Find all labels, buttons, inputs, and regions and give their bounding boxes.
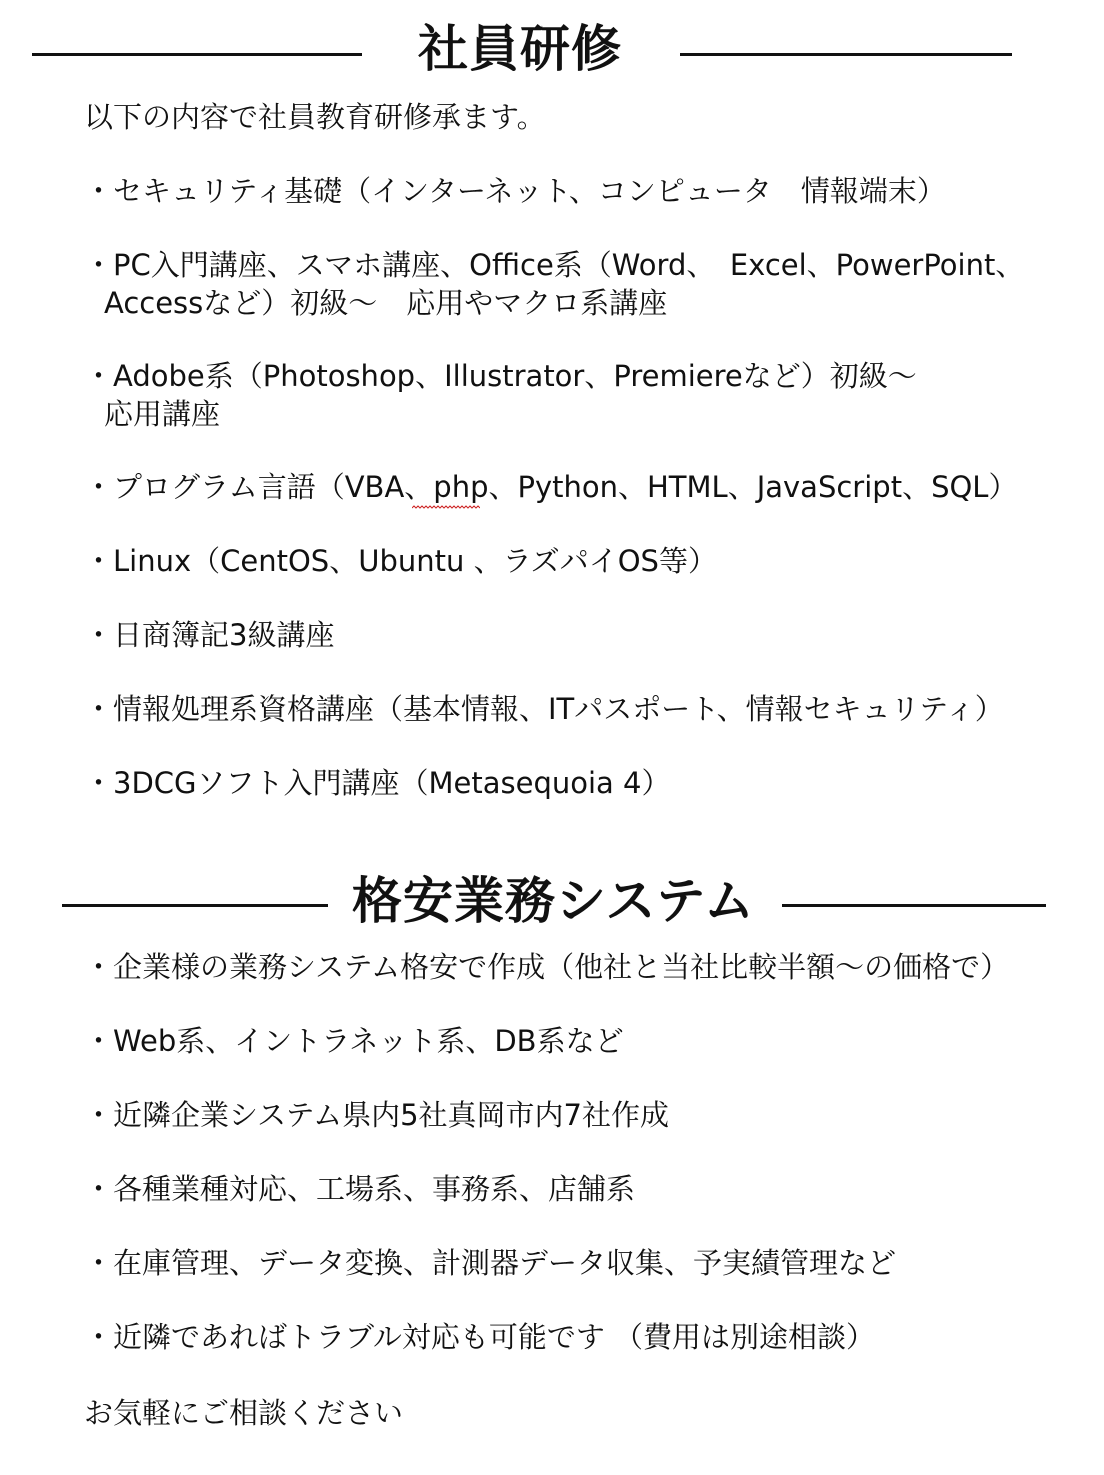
spellcheck-wave (412, 506, 480, 508)
intro-text: 以下の内容で社員教育研修承ます。 (84, 100, 546, 134)
section-heading-training (0, 14, 1104, 84)
heading-rule-left (32, 53, 362, 56)
list-item: ・セキュリティ基礎（インターネット、コンピュータ 情報端末） (84, 174, 946, 208)
list-item: ・3DCGソフト入門講座（Metasequoia 4） (84, 766, 671, 800)
closing-text: お気軽にご相談ください (84, 1396, 404, 1430)
list-item: ・情報処理系資格講座（基本情報、ITパスポート、情報セキュリティ） (84, 692, 1004, 726)
list-item: ・プログラム言語（VBA、php、Python、HTML、JavaScript、SQL） (84, 470, 1018, 504)
section-title-training: 社員研修 (418, 20, 622, 78)
section-heading-system (0, 866, 1104, 936)
list-item: ・PC入門講座、スマホ講座、Office系（Word、 Excel、PowerPoint、 (84, 248, 1025, 282)
list-item: ・近隣であればトラブル対応も可能です （費用は別途相談） (84, 1320, 876, 1354)
list-item-continuation: 応用講座 (104, 397, 221, 431)
list-item: ・Web系、イントラネット系、DB系など (84, 1024, 624, 1058)
list-item: ・日商簿記3級講座 (84, 618, 335, 652)
heading-rule-right (782, 904, 1046, 907)
spellcheck-underline (412, 505, 480, 510)
list-item: ・各種業種対応、工場系、事務系、店舗系 (84, 1172, 636, 1206)
heading-rule-right (680, 53, 1012, 56)
list-item: ・近隣企業システム県内5社真岡市内7社作成 (84, 1098, 670, 1132)
heading-rule-left (62, 904, 328, 907)
list-item-continuation: Accessなど）初級～ 応用やマクロ系講座 (104, 286, 668, 320)
section-title-system: 格安業務システム (352, 872, 755, 930)
list-item: ・Linux（CentOS、Ubuntu 、ラズパイOS等） (84, 544, 717, 578)
list-item: ・企業様の業務システム格安で作成（他社と当社比較半額～の価格で） (84, 950, 1010, 984)
list-item: ・在庫管理、データ変換、計測器データ収集、予実績管理など (84, 1246, 897, 1280)
list-item: ・Adobe系（Photoshop、Illustrator、Premiereなど）初級～ (84, 359, 917, 393)
